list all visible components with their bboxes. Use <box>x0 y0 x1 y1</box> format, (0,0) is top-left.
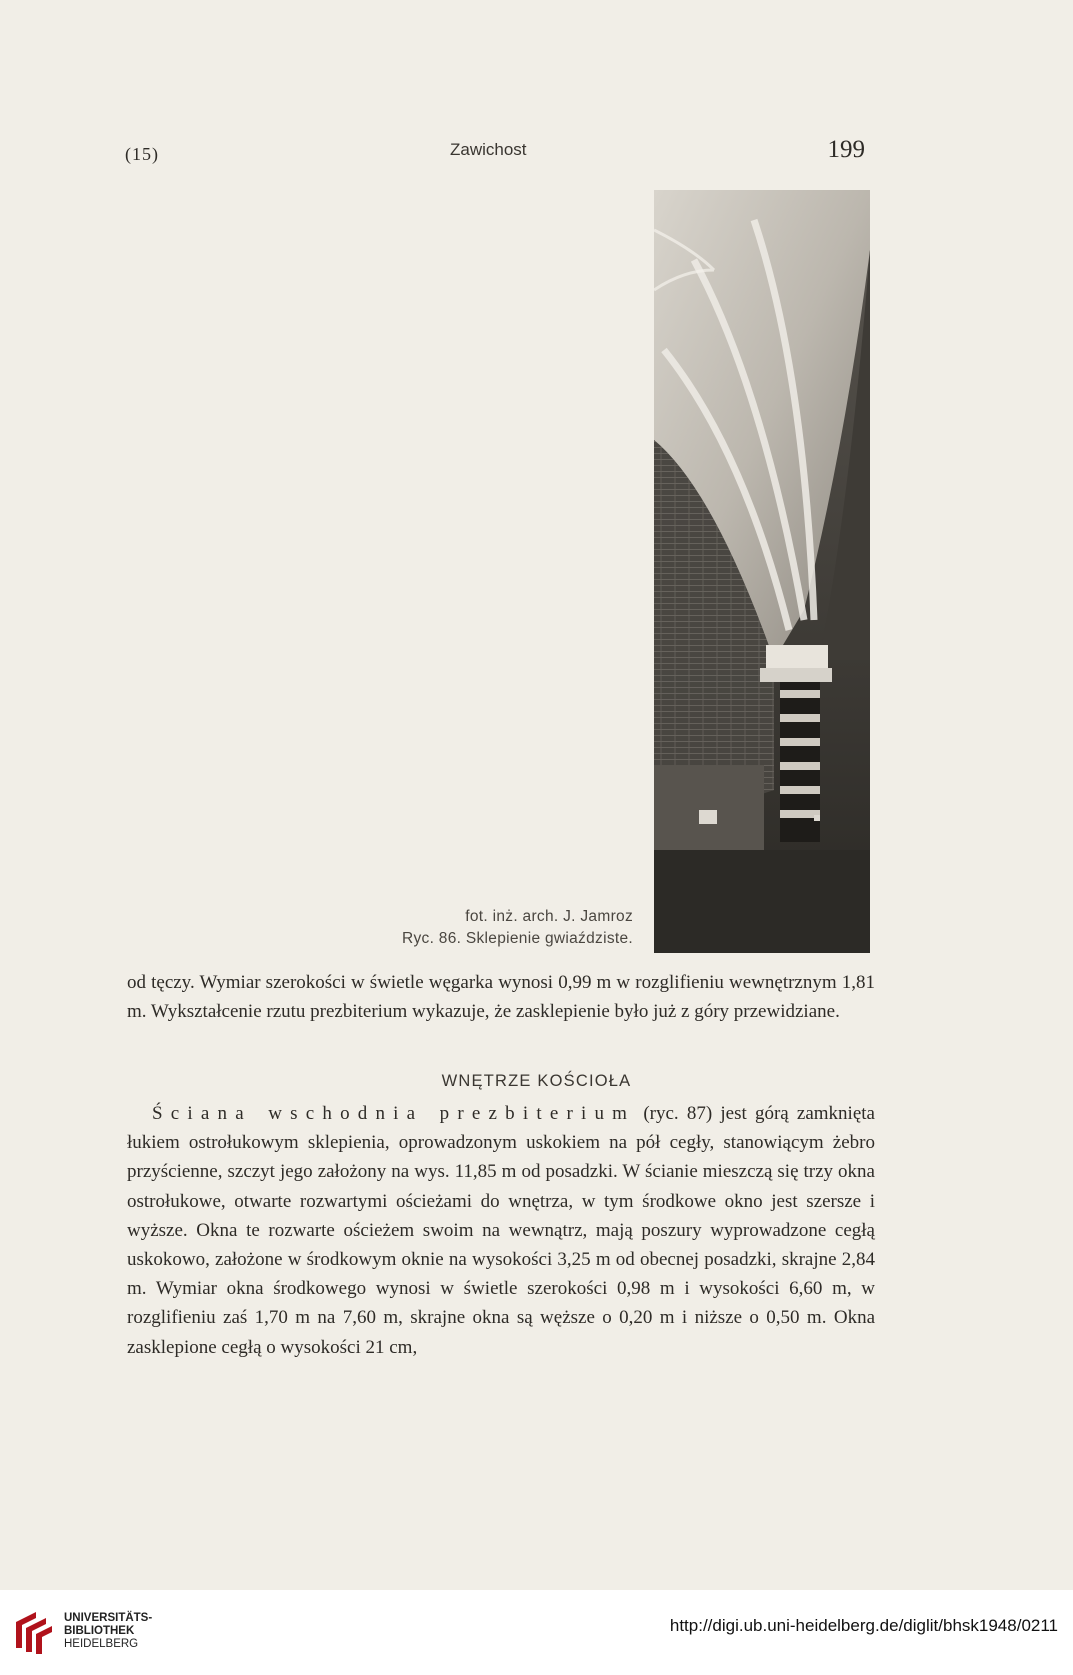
library-logo-icon <box>10 1608 58 1656</box>
running-title: Zawichost <box>450 140 527 159</box>
photo-credit: fot. inż. arch. J. Jamroz <box>465 908 633 925</box>
source-url[interactable]: http://digi.ub.uni-heidelberg.de/diglit/bhsk1948/0211 <box>669 1616 1058 1635</box>
spaced-lead-text: Ściana wschodnia prezbiterium <box>152 1103 636 1124</box>
vault-photograph <box>654 190 870 953</box>
paragraph-east-wall <box>127 1099 875 1362</box>
library-name <box>64 1612 152 1651</box>
digitization-footer <box>0 1590 1073 1675</box>
section-number: (15) <box>125 144 159 164</box>
section-heading: WNĘTRZE KOŚCIOŁA <box>441 1072 632 1090</box>
page-number: 199 <box>827 136 865 163</box>
running-header <box>125 136 865 176</box>
library-line-1: UNIVERSITÄTS- <box>64 1612 153 1624</box>
paragraph-text: od tęczy. Wymiar szerokości w świetle węgarka wynosi 0,99 m w rozglifieniu wewnętrznym 1,81 m. Wykształcenie rzutu prezbiterium wykazuje, że zasklepienie było już z góry przewidziane. <box>127 972 875 1023</box>
library-line-3: HEIDELBERG <box>64 1638 139 1650</box>
library-line-2: BIBLIOTHEK <box>64 1625 135 1637</box>
paragraph-text: (ryc. 87) jest górą zamknięta łukiem ostrołukowym sklepienia, oprowadzonym uskokiem na pół cegły, stanowiącym żebro przyścienne, szczyt jego założony na wys. 11,85 m od posadzki. W ścianie mieszczą się trzy okna ostrołukowe, otwarte rozwartymi ościeżami do wnętrza, w tym środkowe okno jest szersze i wyższe. Okna te rozwarte ościeżem swoim na wewnątrz, mają poszury wyprowadzone cegłą uskokowo, założone w środkowym oknie na wysokości 3,25 m od obecnej posadzki, skrajne 2,84 m. Wymiar okna środkowego wynosi w świetle szerokości 0,98 m i wysokości 6,60 m, w rozglifieniu zaś 1,70 m na 7,60 m, skrajne okna są węższe o 0,20 m i niższe o 0,50 m. Okna zasklepione cegłą o wysokości 21 cm, <box>127 1103 875 1358</box>
paragraph-continuation <box>127 968 875 1026</box>
figure-caption: Ryc. 86. Sklepienie gwiaździste. <box>401 930 633 947</box>
